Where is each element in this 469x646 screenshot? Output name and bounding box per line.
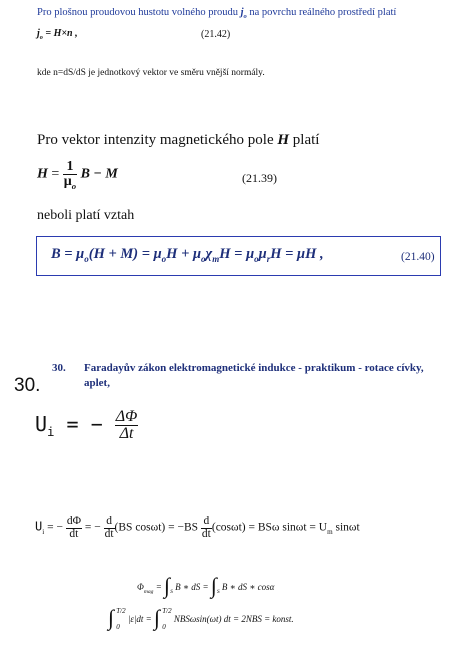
integral-sign: ∫ xyxy=(153,605,160,630)
equation-21-42: $j_o = H\times n$ , xyxy=(37,28,78,41)
section-title-line2: aplet, xyxy=(84,377,110,389)
section-number: 30. xyxy=(52,362,66,374)
equation-number-21-40: (21.40) xyxy=(401,251,435,263)
integral-sign: ∫ xyxy=(164,573,171,598)
integral-sign: ∫ xyxy=(210,573,217,598)
intro-text: Pro plošnou proudovou hustotu volného proudu xyxy=(37,7,238,18)
intro-tail: na povrchu reálného prostředí platí xyxy=(249,7,397,18)
intro-symbol: $j_o$ xyxy=(240,7,247,21)
h-symbol: H xyxy=(277,132,290,148)
equation-number-21-42: (21.42) xyxy=(201,29,231,40)
integral-sign: ∫ xyxy=(108,605,115,630)
delta-phi-over-delta-t: $\frac{\Delta\Phi}{\Delta t}$ xyxy=(115,408,138,442)
h-intro-line: Pro vektor intenzity magnetického pole H platí xyxy=(37,132,320,148)
section-title-line1: Faradayův zákon elektromagnetické indukce - praktikum - rotace cívky, xyxy=(84,362,424,374)
induced-voltage-equation: $U_i$ = − $\frac{\Delta\Phi}{\Delta t}$ xyxy=(35,408,138,442)
normal-vector-note: kde n=dS/dS je jednotkový vektor ve směru vnější normály. xyxy=(37,68,265,78)
derivation-equation: $U_i$ = − $\frac{d\Phi}{dt}$ = − $\frac{d}{dt}$ (BS cosωt) = −BS $\frac{d}{dt}$ (cosωt) = BSω $\sin\omega t = U_m$ sinωt xyxy=(35,515,360,540)
large-section-number: 30. xyxy=(14,375,41,396)
emf-integral-equation: ∫ T/2 0 |ε|dt = ∫ T/2 0 NBSωsin(ωt) dt = 2NBS = konst. xyxy=(108,605,294,632)
magnetic-flux-equation: $\Phi_{mag} = \int_S$ B ∗ dS = $\int_S$ B ∗ dS ∗ cosα xyxy=(137,573,275,598)
fraction-one-over-mu: $\frac{1}{\mu_o}$ xyxy=(63,159,77,191)
equation-number-21-39: (21.39) xyxy=(242,171,277,185)
boxed-equation-content: $B = \mu_o(H + M) = \mu_oH + \mu_o\chi_mH = \mu_o\mu_rH = \mu H$ , xyxy=(51,246,324,264)
intro-line xyxy=(37,7,397,21)
equation-21-39: H = $\frac{1}{\mu_o}$ B − M xyxy=(37,159,118,191)
or-text: neboli platí vztah xyxy=(37,208,135,223)
